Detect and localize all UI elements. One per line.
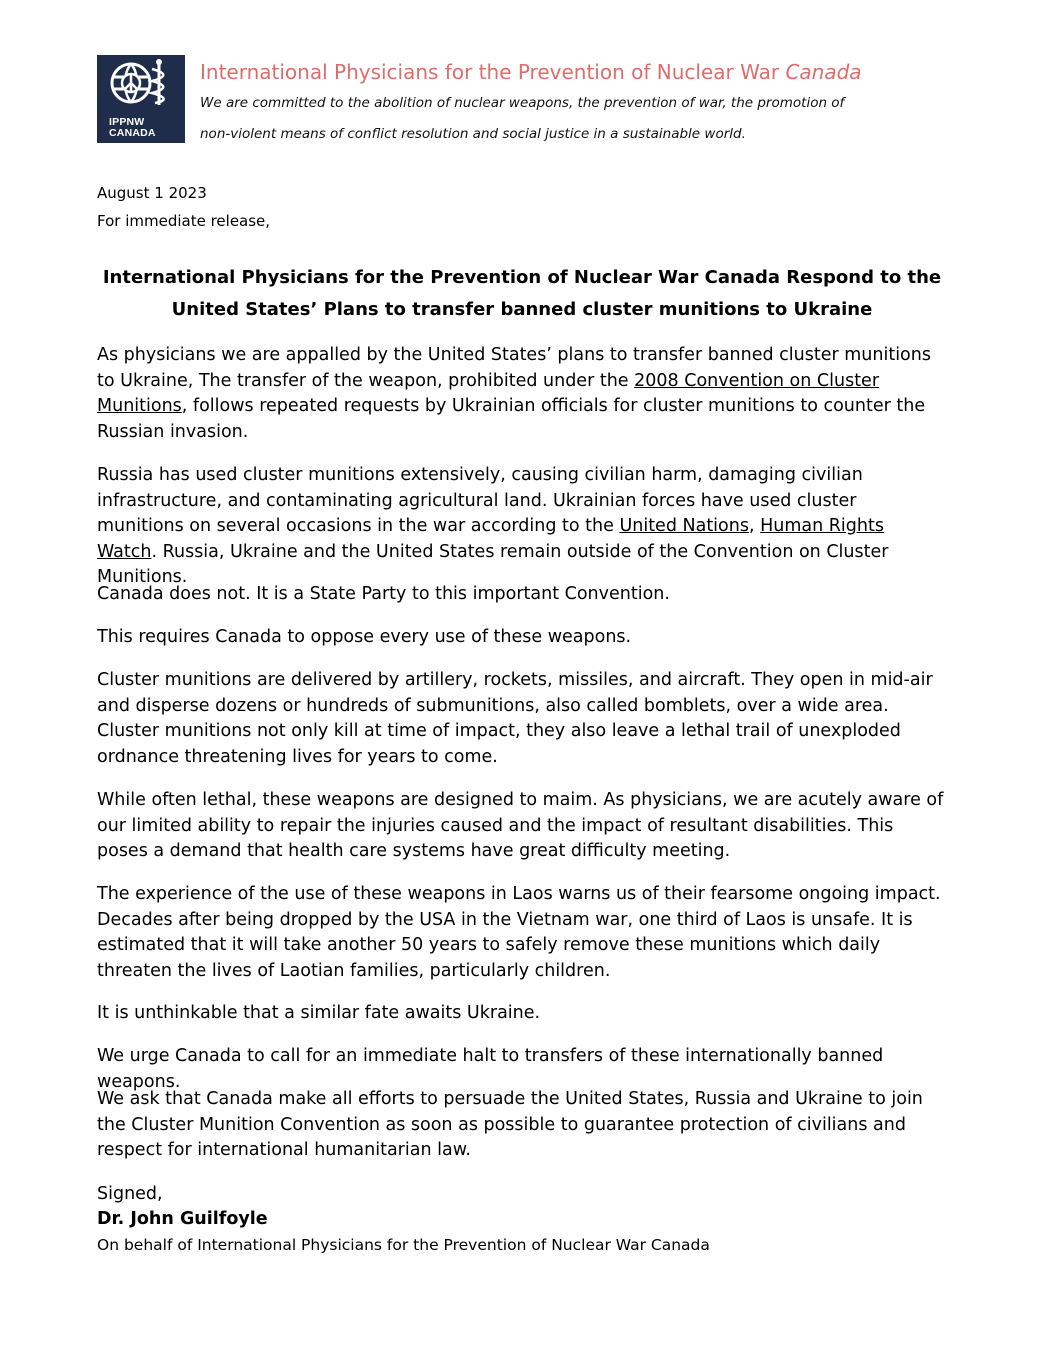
org-name-country: Canada bbox=[785, 60, 862, 84]
paragraph-8: It is unthinkable that a similar fate awaits Ukraine. bbox=[97, 1003, 541, 1023]
signer-name: Dr. John Guilfoyle bbox=[97, 1209, 268, 1229]
paragraph-1-text-a: As physicians we are appalled by the United States’ plans to transfer banned cluster munitions to Ukraine, The transfer of the weapon, prohibited under the bbox=[97, 345, 931, 391]
paragraph-4: This requires Canada to oppose every use of these weapons. bbox=[97, 627, 632, 647]
paragraph-6: While often lethal, these weapons are designed to maim. As physicians, we are acutely aware of our limited ability to repair the injuries caused and the impact of resultant disabilities. This poses a demand that health care systems have great difficulty meeting. bbox=[97, 790, 944, 861]
link-united-nations[interactable]: United Nations bbox=[619, 516, 749, 536]
paragraph-9: We urge Canada to call for an immediate halt to transfers of these internationally banned weapons. bbox=[97, 1046, 884, 1092]
paragraph-2 bbox=[97, 463, 947, 591]
paragraph-2-text-b: . Russia, Ukraine and the United States remain outside of the Convention on Cluster Munitions. bbox=[97, 541, 889, 587]
mission-line-2: non-violent means of conflict resolution and social justice in a sustainable world. bbox=[200, 126, 746, 142]
mission-line-1: We are committed to the abolition of nuclear weapons, the prevention of war, the promotion of bbox=[200, 95, 845, 111]
paragraph-3: Canada does not. It is a State Party to this important Convention. bbox=[97, 584, 670, 604]
link-convention-cluster-munitions[interactable]: 2008 Convention on Cluster Munitions bbox=[97, 370, 880, 416]
paragraph-7: The experience of the use of these weapons in Laos warns us of their fearsome ongoing impact. Decades after being dropped by the USA in the Vietnam war, one third of Laos is unsafe. It is estimated that it will take another 50 years to safely remove these munitions which daily threaten the lives of Laotian families, particularly children. bbox=[97, 884, 941, 981]
press-release-title: International Physicians for the Prevention of Nuclear War Canada Respond to the United States’ Plans to transfer banned cluster munitions to Ukraine bbox=[102, 267, 942, 320]
paragraph-1-text-b: , follows repeated requests by Ukrainian officials for cluster munitions to counter the Russian invasion. bbox=[97, 396, 926, 442]
release-date: August 1 2023 bbox=[97, 184, 207, 202]
signed-label: Signed, bbox=[97, 1184, 163, 1204]
paragraph-2-separator: , bbox=[748, 516, 761, 536]
signer-affiliation: On behalf of International Physicians for the Prevention of Nuclear War Canada bbox=[97, 1236, 710, 1254]
link-human-rights-watch[interactable]: Human Rights Watch bbox=[97, 516, 884, 562]
paragraph-1 bbox=[97, 343, 947, 445]
org-name bbox=[200, 60, 862, 84]
paragraph-5: Cluster munitions are delivered by artillery, rockets, missiles, and aircraft. They open in mid-air and disperse dozens or hundreds of submunitions, also called bomblets, over a wide area. Cluster munitions not only kill at time of impact, they also leave a lethal trail of unexploded ordnance threatening lives for years to come. bbox=[97, 670, 933, 767]
paragraph-2-text-a: Russia has used cluster munitions extensively, causing civilian harm, damaging civilian infrastructure, and contaminating agricultural land. Ukrainian forces have used cluster munitions on several occasions in the war according to the bbox=[97, 465, 863, 536]
org-name-main: International Physicians for the Prevention of Nuclear War bbox=[200, 60, 786, 84]
release-label: For immediate release, bbox=[97, 212, 271, 230]
logo-text: IPPNW CANADA bbox=[109, 116, 156, 139]
globe-peace-emblem-icon bbox=[97, 55, 185, 115]
paragraph-10: We ask that Canada make all efforts to persuade the United States, Russia and Ukraine to join the Cluster Munition Convention as soon as possible to guarantee protection of civilians and respect for international humanitarian law. bbox=[97, 1089, 923, 1160]
ippnw-logo bbox=[97, 55, 185, 143]
